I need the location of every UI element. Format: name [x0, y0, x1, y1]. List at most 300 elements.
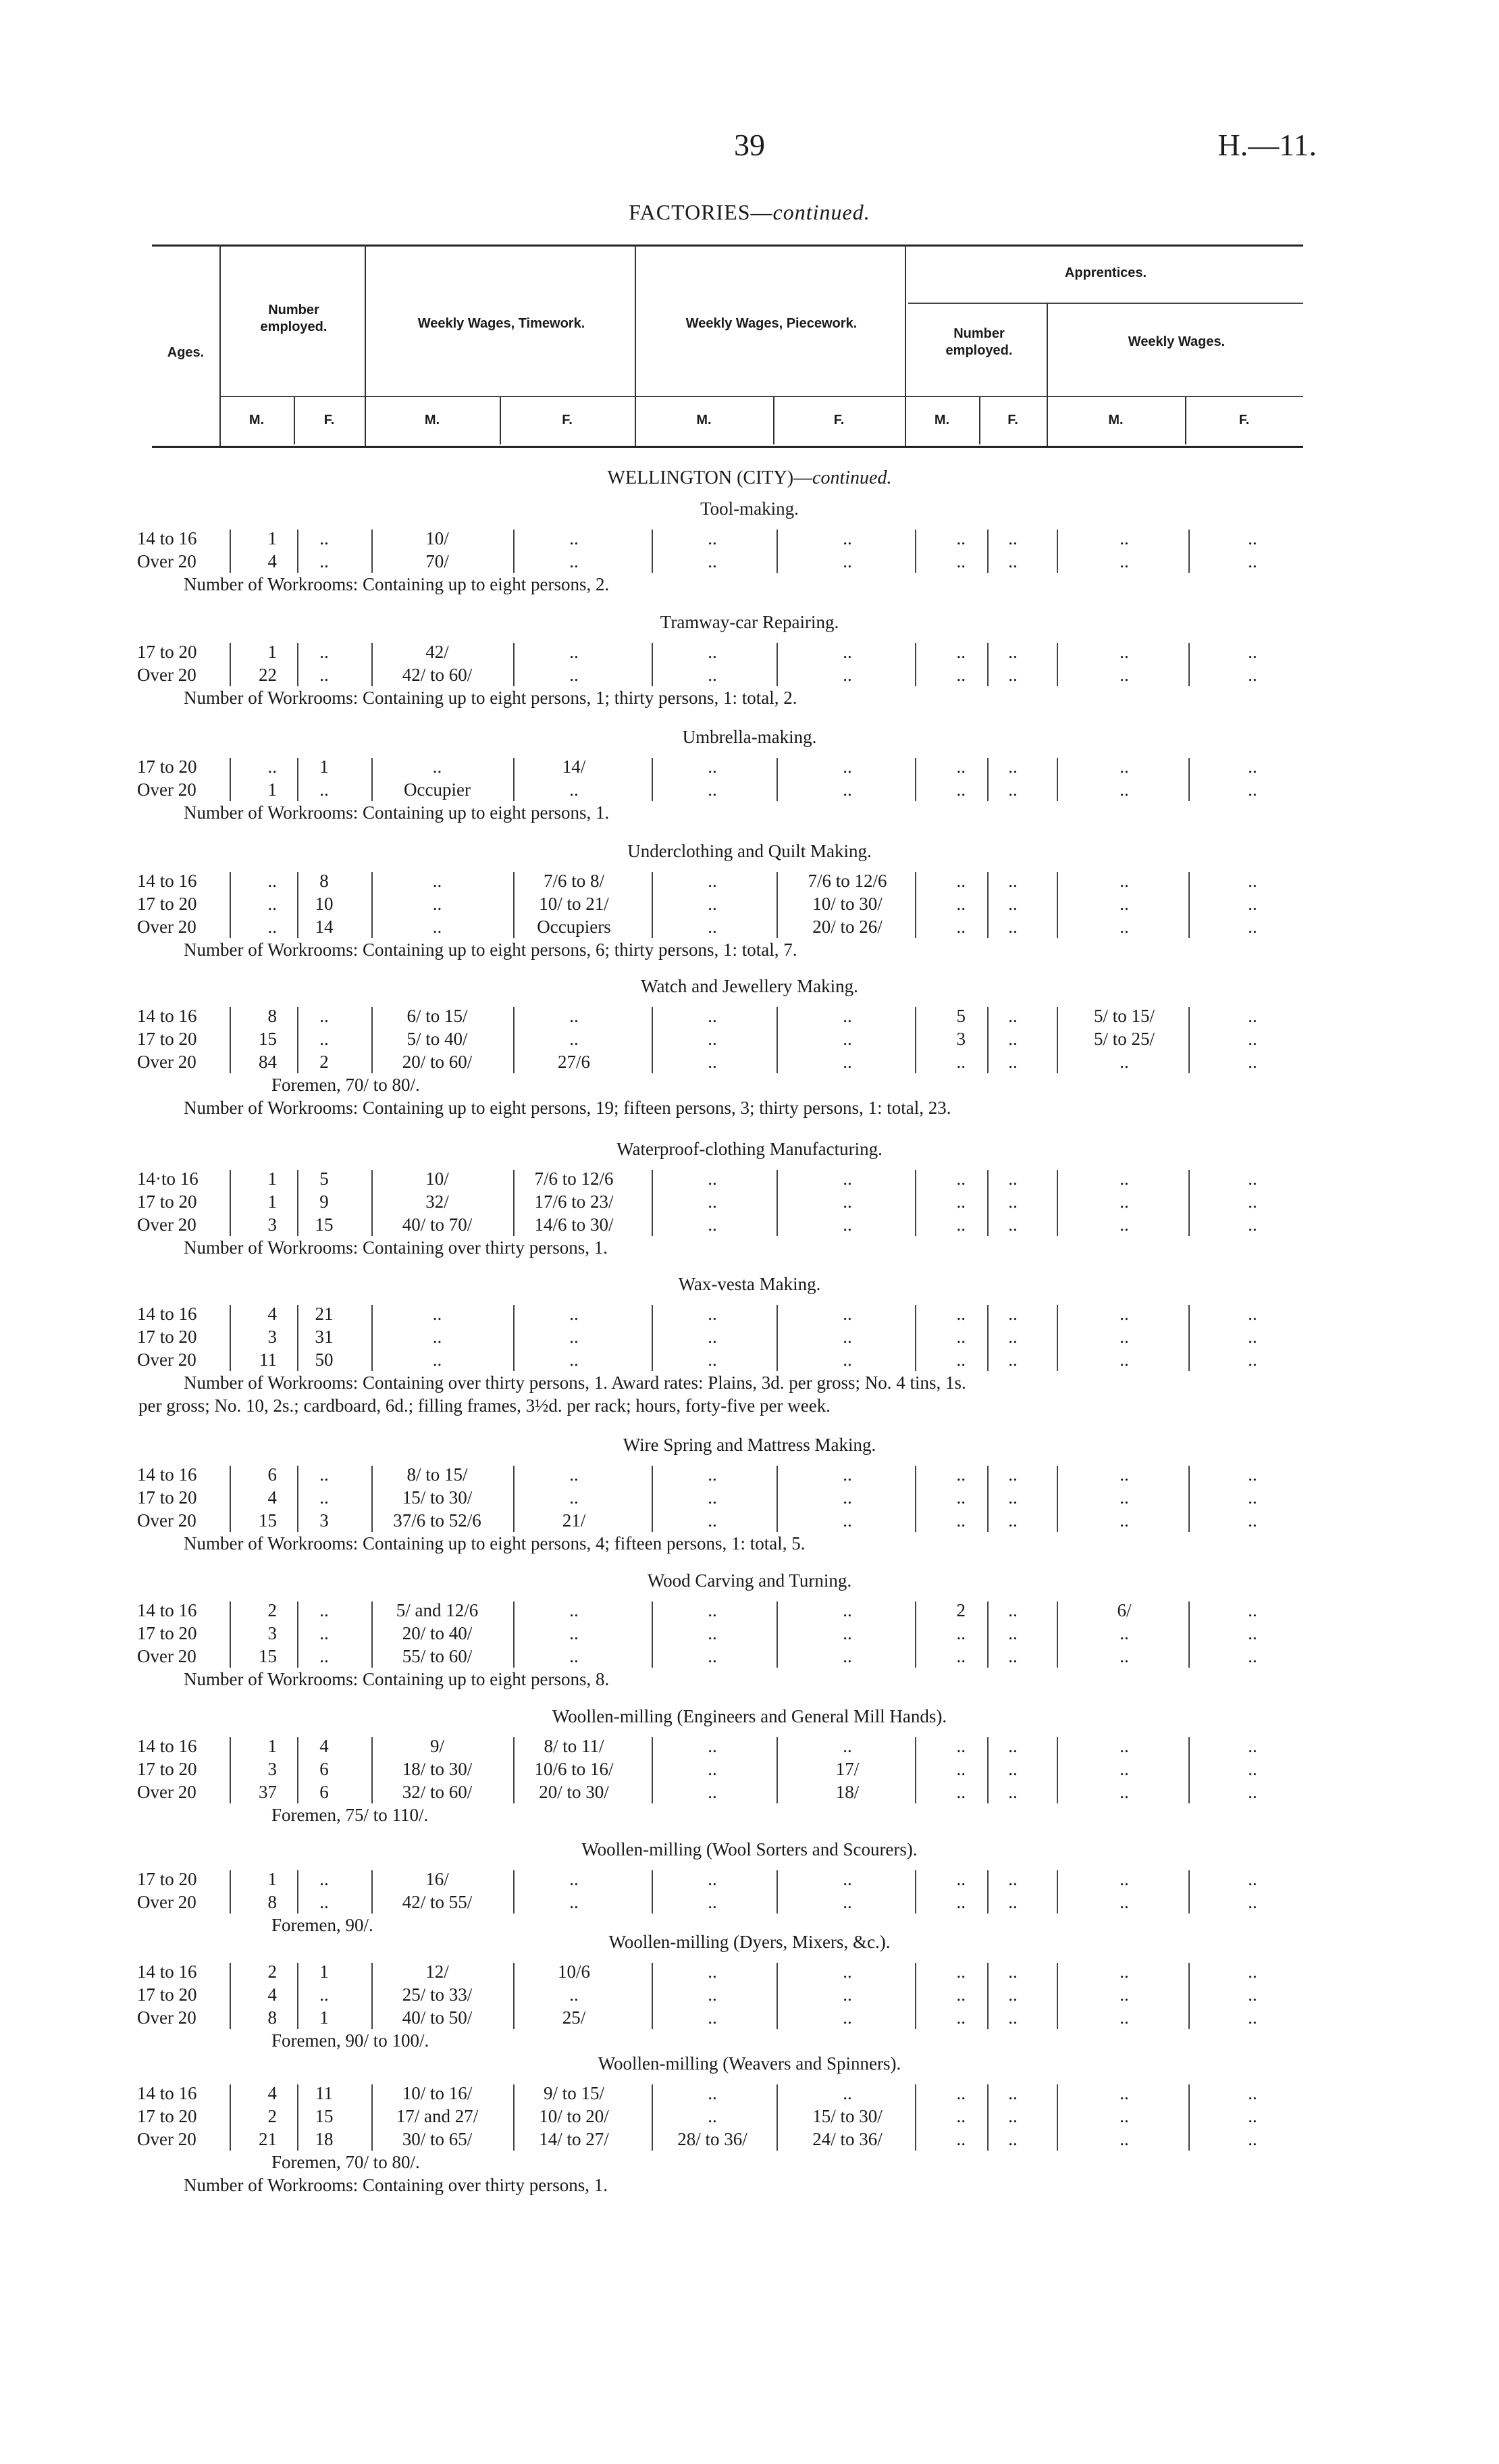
- column-rule: [1057, 530, 1058, 573]
- cell-timework-m: 8/ to 15/: [406, 1464, 468, 1485]
- column-rule: [915, 1305, 916, 1371]
- table-row: [0, 1600, 1499, 1623]
- column-rule: [513, 643, 515, 686]
- cell-timework-m: 42/: [425, 642, 449, 662]
- cell-apprentice-number-f: ..: [1008, 779, 1018, 800]
- cell-timework-f: 21/: [562, 1510, 586, 1531]
- cell-timework-m: ..: [432, 1304, 442, 1324]
- cell-timework-m: 32/: [425, 1191, 449, 1212]
- cell-apprentice-number-m: ..: [956, 665, 966, 685]
- cell-apprentice-number-f: ..: [1008, 1304, 1018, 1324]
- table-row: [0, 1169, 1499, 1191]
- cell-timework-f: Occupiers: [537, 917, 611, 937]
- column-rule: [513, 1963, 515, 2029]
- column-rule: [371, 1007, 373, 1073]
- column-rule: [915, 1170, 916, 1236]
- column-rule: [1057, 1737, 1058, 1803]
- cell-apprentice-wages-m: ..: [1120, 1464, 1129, 1485]
- table-row: [0, 1327, 1499, 1350]
- column-rule: [230, 872, 231, 938]
- cell-apprentice-wages-m: ..: [1120, 2083, 1129, 2103]
- cell-age: Over 20: [137, 1646, 196, 1666]
- section-title: Wire Spring and Mattress Making.: [623, 1435, 876, 1455]
- cell-timework-f: 14/: [562, 756, 586, 777]
- table-row: [0, 756, 1499, 779]
- column-rule: [371, 643, 373, 686]
- column-rule: [777, 1305, 778, 1371]
- cell-apprentice-wages-m: ..: [1120, 894, 1129, 914]
- column-rule: [652, 1601, 653, 1668]
- cell-number-m: 4: [267, 1984, 277, 2005]
- cell-age: 17 to 20: [137, 1487, 197, 1508]
- cell-piecework-m: ..: [708, 1214, 717, 1235]
- cell-apprentice-wages-m: ..: [1120, 917, 1129, 937]
- cell-piecework-m: 28/ to 36/: [677, 2129, 747, 2149]
- col-wages-piecework: Weekly Wages, Piecework.: [685, 316, 858, 331]
- section-title: Wood Carving and Turning.: [647, 1570, 852, 1591]
- column-rule: [371, 872, 373, 938]
- cell-apprentice-number-m: ..: [956, 1759, 966, 1779]
- cell-number-m: 3: [267, 1327, 277, 1347]
- cell-number-f: ..: [319, 528, 329, 548]
- cell-number-m: 1: [267, 779, 277, 800]
- cell-apprentice-wages-m: ..: [1120, 779, 1129, 800]
- cell-number-m: 2: [267, 2106, 277, 2126]
- cell-number-f: 6: [319, 1782, 329, 1802]
- cell-piecework-m: ..: [708, 528, 717, 548]
- cell-timework-f: ..: [569, 1646, 579, 1666]
- section-title: Woollen-milling (Wool Sorters and Scourers).: [581, 1839, 918, 1859]
- cell-age: 17 to 20: [137, 1623, 197, 1643]
- column-rule: [915, 1963, 916, 2029]
- cell-number-m: 1: [267, 642, 277, 662]
- column-rule: [915, 872, 916, 938]
- cell-age: 14 to 16: [137, 528, 197, 548]
- cell-apprentice-number-f: ..: [1008, 2007, 1018, 2028]
- cell-age: Over 20: [137, 917, 196, 937]
- column-rule: [652, 1466, 653, 1532]
- cell-apprentice-number-f: ..: [1008, 1892, 1018, 1912]
- section-title: Tool-making.: [700, 498, 799, 519]
- cell-apprentice-wages-f: ..: [1248, 551, 1257, 571]
- cell-piecework-f: ..: [843, 1304, 852, 1324]
- cell-number-f: 21: [315, 1304, 334, 1324]
- column-rule: [915, 1737, 916, 1803]
- cell-piecework-f: 10/ to 30/: [812, 894, 883, 914]
- cell-number-f: ..: [319, 665, 329, 685]
- column-rule: [230, 758, 231, 801]
- cell-timework-m: 18/ to 30/: [402, 1759, 473, 1779]
- column-rule: [371, 758, 373, 801]
- column-rule: [1057, 1170, 1058, 1236]
- cell-timework-m: ..: [432, 1350, 442, 1370]
- cell-apprentice-wages-m: ..: [1120, 756, 1129, 777]
- column-rule: [1188, 1963, 1190, 2029]
- cell-timework-f: 10/6 to 16/: [534, 1759, 614, 1779]
- cell-apprentice-number-m: 5: [956, 1006, 966, 1026]
- cell-piecework-f: ..: [843, 1600, 852, 1620]
- cell-apprentice-wages-m: 5/ to 25/: [1093, 1029, 1155, 1049]
- cell-piecework-m: ..: [708, 1006, 717, 1026]
- cell-timework-f: 10/ to 20/: [539, 2106, 609, 2126]
- cell-piecework-m: ..: [708, 1191, 717, 1212]
- cell-timework-f: 9/ to 15/: [543, 2083, 604, 2103]
- page-reference: H.—11.: [1217, 128, 1317, 162]
- cell-apprentice-wages-f: ..: [1248, 779, 1257, 800]
- cell-age: 17 to 20: [137, 1869, 197, 1889]
- cell-apprentice-number-f: ..: [1008, 1984, 1018, 2005]
- cell-apprentice-wages-m: ..: [1120, 871, 1129, 891]
- cell-apprentice-wages-f: ..: [1248, 1510, 1257, 1531]
- column-rule: [652, 758, 653, 801]
- cell-piecework-m: ..: [708, 2106, 717, 2126]
- cell-apprentice-wages-m: ..: [1120, 2129, 1129, 2149]
- column-rule: [1188, 530, 1190, 573]
- cell-apprentice-wages-f: ..: [1248, 1006, 1257, 1026]
- cell-apprentice-number-f: ..: [1008, 1191, 1018, 1212]
- cell-apprentice-number-f: ..: [1008, 1006, 1018, 1026]
- column-rule: [777, 758, 778, 801]
- column-rule: [777, 1963, 778, 2029]
- cell-age: 17 to 20: [137, 2106, 197, 2126]
- table-row: [0, 1961, 1499, 1984]
- cell-timework-f: ..: [569, 528, 579, 548]
- cell-apprentice-wages-m: ..: [1120, 1169, 1129, 1189]
- column-rule: [297, 1870, 298, 1914]
- cell-apprentice-wages-f: ..: [1248, 1350, 1257, 1370]
- cell-number-f: 6: [319, 1759, 329, 1779]
- cell-piecework-m: ..: [708, 551, 717, 571]
- cell-piecework-f: ..: [843, 1214, 852, 1235]
- col-number-employed: Number employed.: [260, 303, 327, 334]
- cell-number-m: 3: [267, 1759, 277, 1779]
- cell-apprentice-number-f: ..: [1008, 1869, 1018, 1889]
- cell-apprentice-wages-m: ..: [1120, 1191, 1129, 1212]
- column-rule: [371, 1305, 373, 1371]
- column-rule: [230, 643, 231, 686]
- cell-timework-m: 10/ to 16/: [402, 2083, 473, 2103]
- cell-piecework-f: ..: [843, 1736, 852, 1756]
- cell-age: Over 20: [137, 1892, 196, 1912]
- cell-apprentice-number-m: ..: [956, 1646, 966, 1666]
- column-rule: [777, 1737, 778, 1803]
- cell-timework-f: ..: [569, 1006, 579, 1026]
- cell-apprentice-wages-m: ..: [1120, 1736, 1129, 1756]
- cell-apprentice-wages-f: ..: [1248, 2007, 1257, 2028]
- cell-age: 17 to 20: [137, 894, 197, 914]
- sub-f: F.: [1007, 413, 1018, 428]
- column-rule: [777, 1601, 778, 1668]
- column-rule: [987, 1870, 989, 1914]
- column-rule: [915, 1870, 916, 1914]
- cell-apprentice-wages-f: ..: [1248, 1984, 1257, 2005]
- cell-number-f: ..: [319, 642, 329, 662]
- cell-piecework-f: ..: [843, 642, 852, 662]
- cell-apprentice-number-m: ..: [956, 2083, 966, 2103]
- cell-apprentice-wages-m: ..: [1120, 1782, 1129, 1802]
- cell-number-m: ..: [267, 894, 277, 914]
- cell-piecework-m: ..: [708, 1327, 717, 1347]
- column-rule: [1188, 1601, 1190, 1668]
- section-title: Wax-vesta Making.: [678, 1274, 821, 1294]
- column-rule: [1057, 1007, 1058, 1073]
- cell-timework-m: 40/ to 70/: [402, 1214, 473, 1235]
- cell-piecework-f: ..: [843, 1464, 852, 1485]
- column-rule: [1188, 1305, 1190, 1371]
- workrooms-note: Number of Workrooms: Containing up to eight persons, 6; thirty persons, 1: total, 7.: [184, 940, 797, 960]
- column-rule: [371, 1170, 373, 1236]
- cell-timework-m: 5/ to 40/: [406, 1029, 468, 1049]
- sub-f: F.: [562, 413, 573, 428]
- column-rule: [513, 1007, 515, 1073]
- cell-timework-f: ..: [569, 1869, 579, 1889]
- cell-timework-f: ..: [569, 1304, 579, 1324]
- cell-number-f: ..: [319, 1487, 329, 1508]
- cell-piecework-m: ..: [708, 1892, 717, 1912]
- cell-apprentice-wages-m: ..: [1120, 1304, 1129, 1324]
- cell-apprentice-number-m: ..: [956, 1892, 966, 1912]
- cell-apprentice-wages-f: ..: [1248, 894, 1257, 914]
- cell-apprentice-wages-m: ..: [1120, 1869, 1129, 1889]
- cell-apprentice-number-f: ..: [1008, 551, 1018, 571]
- cell-apprentice-wages-f: ..: [1248, 665, 1257, 685]
- cell-apprentice-number-f: ..: [1008, 1327, 1018, 1347]
- column-rule: [777, 872, 778, 938]
- section-title: Watch and Jewellery Making.: [641, 976, 858, 996]
- column-rule: [297, 1466, 298, 1532]
- cell-timework-f: 7/6 to 8/: [543, 871, 604, 891]
- cell-timework-m: 20/ to 60/: [402, 1052, 473, 1072]
- cell-apprentice-wages-m: ..: [1120, 1350, 1129, 1370]
- table-row: [0, 1510, 1499, 1533]
- cell-number-m: 2: [267, 1600, 277, 1620]
- cell-apprentice-wages-f: ..: [1248, 2106, 1257, 2126]
- table-row: [0, 528, 1499, 551]
- cell-piecework-f: ..: [843, 756, 852, 777]
- foremen-note: Foremen, 90/ to 100/.: [271, 2030, 429, 2051]
- workrooms-note: Number of Workrooms: Containing up to eight persons, 2.: [184, 574, 610, 594]
- cell-apprentice-number-f: ..: [1008, 2106, 1018, 2126]
- cell-piecework-f: ..: [843, 665, 852, 685]
- cell-number-f: 1: [319, 1961, 329, 1982]
- cell-timework-f: ..: [569, 1984, 579, 2005]
- cell-number-f: ..: [319, 1623, 329, 1643]
- cell-apprentice-number-m: ..: [956, 1869, 966, 1889]
- cell-timework-m: ..: [432, 871, 442, 891]
- cell-piecework-m: ..: [708, 1984, 717, 2005]
- cell-timework-f: 7/6 to 12/6: [534, 1169, 614, 1189]
- cell-apprentice-wages-m: ..: [1120, 1759, 1129, 1779]
- table-row: [0, 1869, 1499, 1892]
- cell-apprentice-wages-f: ..: [1248, 2129, 1257, 2149]
- column-rule: [987, 1305, 989, 1371]
- table-row: [0, 871, 1499, 894]
- column-rule: [915, 1007, 916, 1073]
- cell-apprentice-number-m: ..: [956, 779, 966, 800]
- cell-timework-m: 12/: [425, 1961, 449, 1982]
- cell-apprentice-wages-f: ..: [1248, 642, 1257, 662]
- cell-apprentice-number-f: ..: [1008, 1214, 1018, 1235]
- cell-timework-m: ..: [432, 894, 442, 914]
- cell-apprentice-wages-m: ..: [1120, 1984, 1129, 2005]
- cell-piecework-m: ..: [708, 1623, 717, 1643]
- cell-apprentice-wages-m: 6/: [1117, 1600, 1132, 1620]
- workrooms-note: Number of Workrooms: Containing up to eight persons, 19; fifteen persons, 3; thirty persons, 1: total, 23.: [184, 1098, 951, 1118]
- cell-piecework-m: ..: [708, 1464, 717, 1485]
- cell-timework-m: 70/: [425, 551, 449, 571]
- cell-apprentice-number-m: ..: [956, 1961, 966, 1982]
- cell-piecework-f: ..: [843, 1029, 852, 1049]
- cell-apprentice-number-m: ..: [956, 642, 966, 662]
- cell-timework-m: 20/ to 40/: [402, 1623, 473, 1643]
- page-title: FACTORIES—continued.: [629, 200, 870, 224]
- column-rule: [777, 1170, 778, 1236]
- cell-apprentice-number-f: ..: [1008, 1623, 1018, 1643]
- table-row: [0, 1623, 1499, 1646]
- column-rule: [915, 1601, 916, 1668]
- table-row: [0, 1350, 1499, 1372]
- table-row: [0, 1006, 1499, 1029]
- cell-apprentice-wages-f: ..: [1248, 1600, 1257, 1620]
- column-rule: [987, 1170, 989, 1236]
- cell-piecework-f: ..: [843, 528, 852, 548]
- cell-piecework-m: ..: [708, 756, 717, 777]
- cell-apprentice-number-f: ..: [1008, 1600, 1018, 1620]
- cell-age: 17 to 20: [137, 1191, 197, 1212]
- cell-piecework-f: ..: [843, 1510, 852, 1531]
- cell-apprentice-number-m: ..: [956, 2129, 966, 2149]
- column-rule: [230, 1007, 231, 1073]
- cell-piecework-m: ..: [708, 1052, 717, 1072]
- cell-number-m: 1: [267, 1169, 277, 1189]
- table-row: [0, 2083, 1499, 2106]
- table-row: [0, 642, 1499, 665]
- cell-age: 14 to 16: [137, 1600, 197, 1620]
- cell-apprentice-number-m: ..: [956, 1736, 966, 1756]
- section-title: Waterproof-clothing Manufacturing.: [616, 1139, 883, 1159]
- cell-apprentice-number-f: ..: [1008, 2129, 1018, 2149]
- cell-timework-f: ..: [569, 1623, 579, 1643]
- cell-age: 14 to 16: [137, 1961, 197, 1982]
- cell-timework-f: 14/6 to 30/: [534, 1214, 614, 1235]
- column-rule: [652, 872, 653, 938]
- cell-apprentice-wages-f: ..: [1248, 871, 1257, 891]
- cell-timework-f: 10/ to 21/: [539, 894, 609, 914]
- cell-apprentice-wages-m: ..: [1120, 2106, 1129, 2126]
- cell-number-m: 2: [267, 1961, 277, 1982]
- cell-piecework-m: ..: [708, 1600, 717, 1620]
- cell-age: 14 to 16: [137, 1006, 197, 1026]
- table-row: [0, 1029, 1499, 1052]
- column-rule: [1188, 2084, 1190, 2151]
- column-rule: [777, 643, 778, 686]
- column-rule: [297, 1007, 298, 1073]
- cell-piecework-m: ..: [708, 1961, 717, 1982]
- table-header: [152, 245, 1303, 447]
- section-title: Umbrella-making.: [682, 727, 817, 747]
- column-rule: [987, 1466, 989, 1532]
- cell-apprentice-number-f: ..: [1008, 1052, 1018, 1072]
- cell-apprentice-wages-f: ..: [1248, 2083, 1257, 2103]
- cell-apprentice-number-m: ..: [956, 1623, 966, 1643]
- cell-apprentice-wages-f: ..: [1248, 1892, 1257, 1912]
- sub-m: M.: [1108, 413, 1124, 428]
- column-rule: [987, 1963, 989, 2029]
- cell-piecework-f: ..: [843, 551, 852, 571]
- cell-timework-f: 8/ to 11/: [544, 1736, 604, 1756]
- col-ages: Ages.: [167, 345, 205, 360]
- cell-number-m: 21: [259, 2129, 277, 2149]
- cell-piecework-m: ..: [708, 1782, 717, 1802]
- column-rule: [230, 1170, 231, 1236]
- cell-age: 17 to 20: [137, 1029, 197, 1049]
- cell-number-f: 11: [315, 2083, 333, 2103]
- cell-apprentice-wages-f: ..: [1248, 917, 1257, 937]
- col-apprentice-number: Number employed.: [945, 326, 1013, 358]
- cell-piecework-m: ..: [708, 871, 717, 891]
- cell-piecework-m: ..: [708, 1646, 717, 1666]
- cell-apprentice-wages-f: ..: [1248, 1487, 1257, 1508]
- cell-number-m: 22: [259, 665, 277, 685]
- cell-apprentice-wages-f: ..: [1248, 1646, 1257, 1666]
- table-row: [0, 1304, 1499, 1327]
- cell-apprentice-wages-m: ..: [1120, 1892, 1129, 1912]
- cell-age: Over 20: [137, 2129, 196, 2149]
- cell-piecework-m: ..: [708, 894, 717, 914]
- column-rule: [1057, 1305, 1058, 1371]
- page-number: 39: [734, 128, 765, 162]
- column-rule: [297, 643, 298, 686]
- cell-apprentice-number-m: ..: [956, 917, 966, 937]
- cell-timework-m: 9/: [429, 1736, 444, 1756]
- cell-apprentice-number-m: ..: [956, 1350, 966, 1370]
- cell-apprentice-number-f: ..: [1008, 528, 1018, 548]
- column-rule: [1057, 1870, 1058, 1914]
- cell-piecework-f: ..: [843, 1961, 852, 1982]
- column-rule: [1057, 758, 1058, 801]
- cell-apprentice-number-m: ..: [956, 1169, 966, 1189]
- cell-piecework-f: 7/6 to 12/6: [808, 871, 887, 891]
- cell-age: 14 to 16: [137, 871, 197, 891]
- cell-timework-f: 10/6: [557, 1961, 590, 1982]
- foremen-note: Foremen, 75/ to 110/.: [271, 1805, 429, 1825]
- cell-piecework-m: ..: [708, 665, 717, 685]
- cell-timework-f: 17/6 to 23/: [534, 1191, 614, 1212]
- cell-number-m: 4: [267, 1487, 277, 1508]
- cell-age: 17 to 20: [137, 1327, 197, 1347]
- cell-timework-f: ..: [569, 665, 579, 685]
- table-row: [0, 1892, 1499, 1915]
- cell-apprentice-number-m: ..: [956, 1052, 966, 1072]
- cell-timework-m: 32/ to 60/: [402, 1782, 473, 1802]
- column-rule: [987, 1007, 989, 1073]
- cell-apprentice-wages-m: ..: [1120, 1646, 1129, 1666]
- cell-number-m: ..: [267, 756, 277, 777]
- column-rule: [513, 1305, 515, 1371]
- workrooms-note: Number of Workrooms: Containing over thirty persons, 1. Award rates: Plains, 3d. per gross; No. 4 tins, 1s.: [184, 1372, 966, 1393]
- cell-timework-m: 25/ to 33/: [402, 1984, 473, 2005]
- cell-piecework-m: ..: [708, 642, 717, 662]
- cell-number-m: 3: [267, 1623, 277, 1643]
- column-rule: [297, 1963, 298, 2029]
- cell-timework-f: 27/6: [557, 1052, 590, 1072]
- column-rule: [652, 1963, 653, 2029]
- workrooms-note: Number of Workrooms: Containing up to eight persons, 1.: [184, 802, 610, 823]
- cell-number-f: ..: [319, 1869, 329, 1889]
- cell-number-m: 8: [267, 2007, 277, 2028]
- column-rule: [1188, 758, 1190, 801]
- table-row: [0, 1052, 1499, 1075]
